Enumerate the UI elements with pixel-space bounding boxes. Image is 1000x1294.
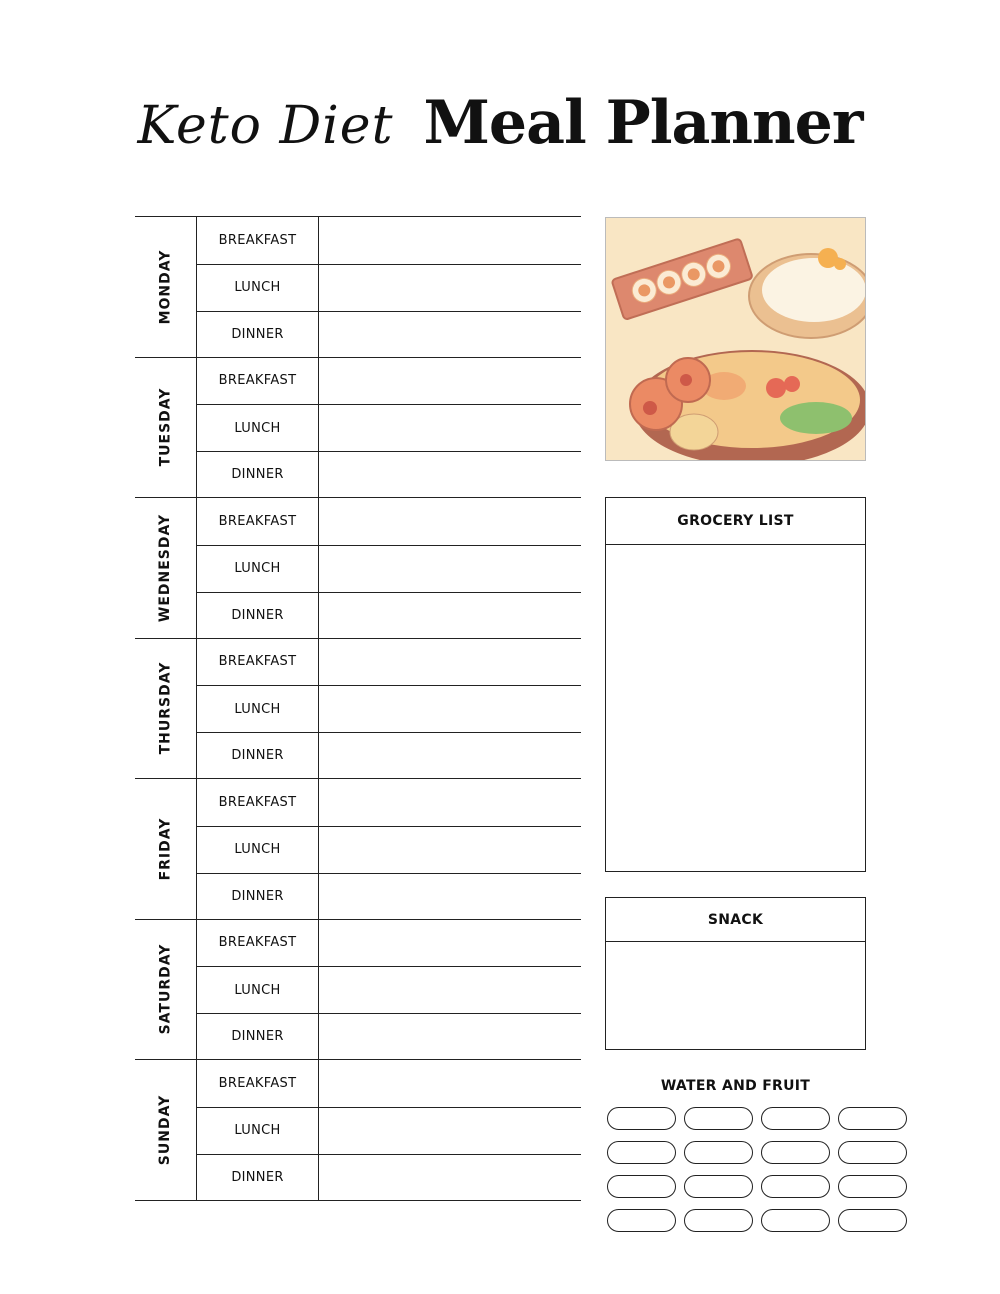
day-label	[135, 779, 197, 919]
day-name: SATURDAY	[157, 943, 174, 1035]
meal-label: LUNCH	[197, 546, 319, 592]
meal-entry-field[interactable]	[319, 452, 581, 498]
food-illustration	[605, 217, 866, 461]
meal-row	[197, 826, 581, 873]
meal-row	[197, 966, 581, 1013]
day-block-monday	[135, 216, 581, 357]
meal-row	[197, 1107, 581, 1154]
grocery-list-title: GROCERY LIST	[606, 498, 865, 545]
tracker-pill[interactable]	[761, 1141, 830, 1164]
meal-entry-field[interactable]	[319, 358, 581, 405]
meal-label: LUNCH	[197, 967, 319, 1013]
meal-entry-field[interactable]	[319, 639, 581, 686]
water-and-fruit-trackers	[607, 1107, 909, 1232]
meal-row	[197, 311, 581, 358]
title-script: Keto Diet	[137, 96, 394, 156]
meal-row	[197, 873, 581, 920]
meal-entry-field[interactable]	[319, 733, 581, 779]
snack-title: SNACK	[606, 898, 865, 942]
meal-row	[197, 639, 581, 686]
tracker-pill[interactable]	[838, 1141, 907, 1164]
day-name: FRIDAY	[157, 817, 174, 881]
tracker-pill[interactable]	[607, 1141, 676, 1164]
water-and-fruit-title: WATER AND FRUIT	[660, 1078, 811, 1094]
meal-entry-field[interactable]	[319, 1014, 581, 1060]
meal-label: LUNCH	[197, 686, 319, 732]
meal-row	[197, 592, 581, 639]
meal-label: DINNER	[197, 1014, 319, 1060]
meal-label: DINNER	[197, 312, 319, 358]
meal-label: DINNER	[197, 733, 319, 779]
day-label	[135, 639, 197, 779]
meal-entry-field[interactable]	[319, 1108, 581, 1154]
day-block-sunday	[135, 1059, 581, 1201]
meal-label: BREAKFAST	[197, 498, 319, 545]
meal-row	[197, 498, 581, 545]
meal-entry-field[interactable]	[319, 498, 581, 545]
meal-label: DINNER	[197, 1155, 319, 1201]
snack-box[interactable]	[605, 897, 866, 1050]
meal-row	[197, 732, 581, 779]
weekly-meal-grid	[135, 216, 581, 1201]
meal-entry-field[interactable]	[319, 405, 581, 451]
grocery-list-box[interactable]	[605, 497, 866, 872]
tracker-pill[interactable]	[838, 1107, 907, 1130]
meal-entry-field[interactable]	[319, 874, 581, 920]
meal-label: DINNER	[197, 452, 319, 498]
day-name: MONDAY	[157, 249, 174, 325]
day-label	[135, 358, 197, 498]
tracker-pill[interactable]	[684, 1209, 753, 1232]
meal-entry-field[interactable]	[319, 967, 581, 1013]
tracker-pill[interactable]	[838, 1175, 907, 1198]
meal-row	[197, 1060, 581, 1107]
meal-label: LUNCH	[197, 265, 319, 311]
meal-entry-field[interactable]	[319, 217, 581, 264]
meal-row	[197, 920, 581, 967]
meal-label: BREAKFAST	[197, 779, 319, 826]
tracker-pill[interactable]	[761, 1175, 830, 1198]
meal-label: BREAKFAST	[197, 920, 319, 967]
meal-row	[197, 545, 581, 592]
meal-entry-field[interactable]	[319, 593, 581, 639]
day-label	[135, 498, 197, 638]
meal-label: BREAKFAST	[197, 1060, 319, 1107]
meal-label: DINNER	[197, 874, 319, 920]
meal-label: LUNCH	[197, 1108, 319, 1154]
meal-entry-field[interactable]	[319, 827, 581, 873]
day-block-tuesday	[135, 357, 581, 498]
meal-entry-field[interactable]	[319, 265, 581, 311]
day-block-saturday	[135, 919, 581, 1060]
meal-entry-field[interactable]	[319, 686, 581, 732]
day-block-wednesday	[135, 497, 581, 638]
day-name: SUNDAY	[157, 1094, 174, 1166]
tracker-pill[interactable]	[761, 1209, 830, 1232]
day-block-thursday	[135, 638, 581, 779]
meal-row	[197, 779, 581, 826]
food-illustration-art	[606, 218, 866, 461]
tracker-pill[interactable]	[684, 1141, 753, 1164]
tracker-pill[interactable]	[761, 1107, 830, 1130]
day-name: TUESDAY	[157, 387, 174, 467]
tracker-pill[interactable]	[607, 1209, 676, 1232]
page-title	[0, 88, 1000, 168]
meal-entry-field[interactable]	[319, 779, 581, 826]
title-main: Meal Planner	[423, 88, 863, 158]
meal-row	[197, 217, 581, 264]
day-label	[135, 217, 197, 357]
meal-entry-field[interactable]	[319, 312, 581, 358]
meal-label: BREAKFAST	[197, 639, 319, 686]
tracker-pill[interactable]	[607, 1107, 676, 1130]
tracker-pill[interactable]	[684, 1175, 753, 1198]
meal-row	[197, 685, 581, 732]
tracker-pill[interactable]	[607, 1175, 676, 1198]
day-block-friday	[135, 778, 581, 919]
meal-label: LUNCH	[197, 405, 319, 451]
meal-entry-field[interactable]	[319, 546, 581, 592]
meal-label: DINNER	[197, 593, 319, 639]
day-label	[135, 920, 197, 1060]
day-name: THURSDAY	[157, 661, 174, 755]
meal-row	[197, 1154, 581, 1201]
meal-row	[197, 404, 581, 451]
meal-label: BREAKFAST	[197, 217, 319, 264]
meal-row	[197, 264, 581, 311]
meal-row	[197, 451, 581, 498]
day-name: WEDNESDAY	[157, 513, 174, 622]
meal-row	[197, 1013, 581, 1060]
meal-label: BREAKFAST	[197, 358, 319, 405]
tracker-pill[interactable]	[684, 1107, 753, 1130]
meal-label: LUNCH	[197, 827, 319, 873]
meal-entry-field[interactable]	[319, 1155, 581, 1201]
meal-entry-field[interactable]	[319, 1060, 581, 1107]
tracker-pill[interactable]	[838, 1209, 907, 1232]
day-label	[135, 1060, 197, 1200]
meal-entry-field[interactable]	[319, 920, 581, 967]
meal-row	[197, 358, 581, 405]
